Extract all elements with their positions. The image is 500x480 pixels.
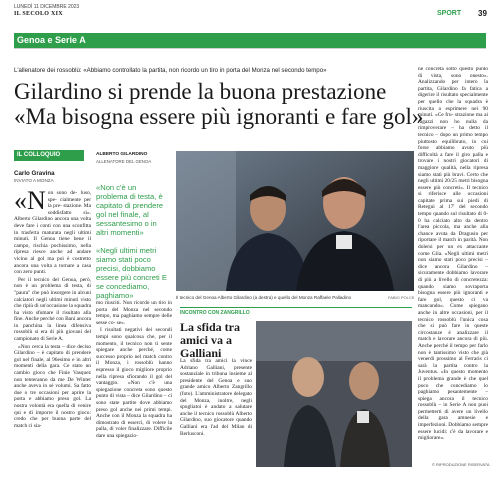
quote-2: «Negli ultimi metri siamo stati poco precisi, dobbiamo essere più concreti E se concediamo, paghiamo» (96, 246, 167, 300)
headline-line-1: Gilardino si prende la buona prestazione (14, 79, 387, 104)
sidebar-label: INCONTRO CON ZANGRILLO (180, 310, 250, 316)
photo-caption: Il tecnico del Genoa Alberto Gilardino (a destra) e quello del Monza Raffaele Palladino (176, 295, 352, 300)
section-banner-title: Genoa e Serie A (17, 35, 86, 45)
colloquio-body (14, 190, 91, 470)
page-number: 39 (478, 9, 487, 18)
photo-credit: FABIO POLCE (388, 295, 415, 300)
copyright-note: © RIPRODUZIONE RISERVATA (432, 462, 490, 467)
sidebar-rule (180, 307, 412, 308)
right-column: ne concreta sotto questo punto di vista, sono onesto». Analizzando per intero la partita, Gilardino fa fatica a digerire il risultato specialmente per quello che la squadra è riuscita a esprimere nei 90 minuti. «Ce fru- strazione ma ai ragazzi non ho nulla da rimproverare – ha detto il tecnico – dopo un primo tempo piuttosto equilibrato, in cui forse abbiamo avuto più difficoltà a fare il giro palla e trovare i nostri giocatori di maggiore qualità, nella ripresa siamo stati più bravi. Certo che negli ultimi 20/25 metri bisogna essere più concreti». Il tecnico si riferisce alle occasioni capitate prima sui piedi di Retegui al 17' del secondo tempo quando sul risultato di 0-0 ha calciato alto da dentro l'area piccola, ma anche alla chance avuta da Dragusin per riportare il match in parità. Non dolersi per un ex attaccante come Gila. «Negli ultimi metri non siamo stati poco precisi – dice ancora Gilardino – sicuramente dobbiamo lavorare di più a livello di concretezza: quando siamo sovraporta bisogna essere più ignoranti e fare gol, questo ci va mancando». Come spiegano anche in altre occasioni, per il tecnico rossoblù l'unica cosa che si può fare in queste circostanze è analizzare il match e lavorare ancora di più. Anche perché il tempo per farlo non è tantissimo visto che già venerdì prossimo al Ferraris ci sarà la partita contro la Juventus. «In questo momento il problema grande è che quel poco che concediamo lo paghiamo pesantemente – spiega ancora il tecnico rossoblù – in Serie A non puoi permetterti di avere un livello della gara amnesie e imperfezioni. Dobbiamo sempre essere lucidi: c'è da lavorare e migliorare». (418, 66, 488, 442)
quote-tag: ALBERTO GILARDINO (96, 152, 148, 157)
banner-underline (14, 48, 486, 49)
dropcap: «N (14, 190, 46, 215)
sidebar-headline: La sfida tra amici va a Galliani (180, 320, 240, 360)
quote-tag-role: ALLENATORE DEL GENOA (96, 159, 152, 164)
author-name: Carlo Gravina (14, 170, 55, 177)
paragraph-2: Per il tecnico del Genoa, però, non è un problema di testa, di "paura" che può insorgere in alcuni calciatori negli ultimi minuti visto che ripiù di un'occasione la squadra ha visto sfumare il risultato alla fine. Anche perché con Bani ancora in panchina la linea difensiva rossoblù si era di più giovani del campionato di Serie A. (14, 276, 91, 343)
middle-column (96, 300, 172, 470)
lead-paragraph: on sono de- luso, spe- cialmente per la pre- stazione. Ma soddisfatto sì». Alberto Gilardino ancora una volta deve fare i conti con una sconfitta in trasferta maturata negli ultimi minuti. Il Genoa tiene bene il campo, rischia pochissimo, nella ripresa riesce anche ad andare vicino al gol ma poi è costretto ancora una volta a tornare a casa con zero punti. (14, 190, 91, 276)
photo-illustration (176, 151, 414, 291)
sidebar-body: La sfida tra amici la vince Adriano Galliani, presente sostanziale in tribuna insieme al presidente del Genoa e suo grande amico Alberto Zangrillo (foto). L'amministratore delegato del Monza, inoltre, negli spogliatoi è andato a salutare anche il tecnico rossoblù Alberto Gilardino, suo giocatore quando Galliani era l'ad del Milan di Berlusconi. (180, 358, 252, 437)
page-date: LUNEDÌ 11 DICEMBRE 2023 (14, 4, 80, 10)
article-kicker: L'allenatore dei rossoblù: «Abbiamo controllato la partita, non ricordo un tiro in porta del Monza nel secondo tempo» (14, 67, 327, 74)
paragraph-3: «Non cerca la testa – dice deciso Gilardino – è capitato di prendere gol nel finale, al 96esimo e in altri momenti della gara. Ce stato un cambio gioco che Finie Vasquez non tenteranno da me De Winter anche aveva in sé volumi. Sa fatto due o tre occasioni per aprire la porta e abbiamo preso gol. La nostra volontà era quella di venire qui e di imporre il nostro gioco: credo che per buona parte del match ci sia- (14, 343, 91, 429)
coaches-photo (176, 151, 414, 291)
middle-text-2: I risultati negativi dei secondi tempi sono qualcosa che, per il momento, il tecnico non ti sente spiegare anche perché, come successo proprio nel match contro il Monza, i rossoblù hanno espresso il gioco migliore proprio nella ripresa sfiorando il gol del vantaggio. «Non c'è una spiegazione concreta sono questo punto di vista – dice Gilardino – ci sono state partite dove abbiamo preso gol anche nei primi tempi. Anche con il Monza la squadra ha dimostrato di esserci, di volere la palla, di voler finalizzare. Difficile dare una spiegazio- (96, 327, 172, 439)
section-label: SPORT (437, 10, 462, 17)
headline-line-2: «Ma bisogna essere più ignoranti e fare gol» (14, 104, 424, 129)
zangrillo-illustration (256, 321, 412, 467)
author-role: INVIATO A MONZA (14, 178, 54, 183)
masthead: IL SECOLO XIX (14, 11, 63, 17)
colloquio-label: IL COLLOQUIO (17, 152, 61, 158)
middle-text-1: mo riusciti. Non ricordo un tiro in porta del Monza nel secondo tempo, ma paghiamo sempre delle sesse co- se». (96, 300, 172, 326)
quote-1: «Non c'è un problema di testa, è capitato di prendere gol nel finale, al sessantesimo o in altri momenti» (96, 183, 164, 237)
zangrillo-photo (256, 321, 412, 467)
